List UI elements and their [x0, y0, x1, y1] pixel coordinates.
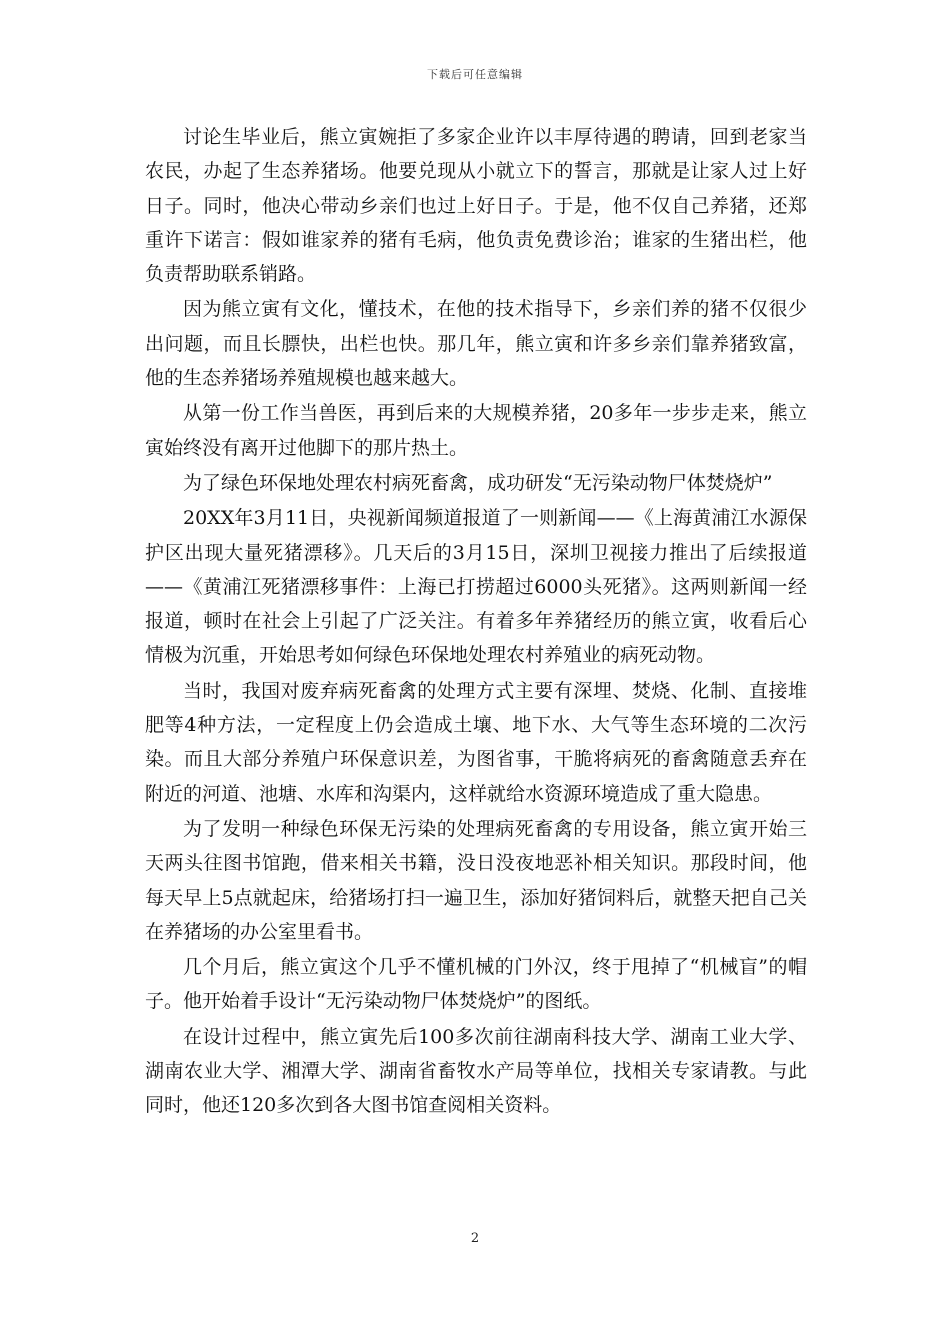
paragraph-3: 从第一份工作当兽医，再到后来的大规模养猪，20多年一步步走来，熊立寅始终没有离开过他脚下的那片热土。 — [145, 402, 807, 459]
paragraph-9: 在设计过程中，熊立寅先后100多次前往湖南科技大学、湖南工业大学、湖南农业大学、湘潭大学、湖南省畜牧水产局等单位，找相关专家请教。与此同时，他还120多次到各大图书馆查阅相关资料。 — [145, 1025, 807, 1117]
paragraph-7: 为了发明一种绿色环保无污染的处理病死畜禽的专用设备，熊立寅开始三天两头往图书馆跑，借来相关书籍，没日没夜地恶补相关知识。那段时间，他每天早上5点就起床，给猪场打扫一遍卫生，添加好猪饲料后，就整天把自己关在养猪场的办公室里看书。 — [145, 817, 807, 943]
paragraph-2: 因为熊立寅有文化，懂技术，在他的技术指导下，乡亲们养的猪不仅很少出问题，而且长膘快，出栏也快。那几年，熊立寅和许多乡亲们靠养猪致富，他的生态养猪场养殖规模也越来越大。 — [145, 298, 807, 390]
paragraph-6: 当时，我国对废弃病死畜禽的处理方式主要有深埋、焚烧、化制、直接堆肥等4种方法，一定程度上仍会造成土壤、地下水、大气等生态环境的二次污染。而且大部分养殖户环保意识差，为图省事，干脆将病死的畜禽随意丢弃在附近的河道、池塘、水库和沟渠内，这样就给水资源环境造成了重大隐患。 — [145, 679, 807, 805]
paragraph-5: 20XX年3月11日，央视新闻频道报道了一则新闻——《上海黄浦江水源保护区出现大量死猪漂移》。几天后的3月15日，深圳卫视接力推出了后续报道——《黄浦江死猪漂移事件：上海已打捞超过6000头死猪》。这两则新闻一经报道，顿时在社会上引起了广泛关注。有着多年养猪经历的熊立寅，收看后心情极为沉重，开始思考如何绿色环保地处理农村养殖业的病死动物。 — [145, 507, 807, 667]
page-header: 下载后可任意编辑 — [427, 68, 523, 81]
paragraph-1: 讨论生毕业后，熊立寅婉拒了多家企业许以丰厚待遇的聘请，回到老家当农民，办起了生态养猪场。他要兑现从小就立下的誓言，那就是让家人过上好日子。同时，他决心带动乡亲们也过上好日子。于是，他不仅自己养猪，还郑重许下诺言：假如谁家养的猪有毛病，他负责免费诊治；谁家的生猪出栏，他负责帮助联系销路。 — [145, 126, 807, 286]
paragraph-8: 几个月后，熊立寅这个几乎不懂机械的门外汉，终于甩掉了“机械盲”的帽子。他开始着手设计“无污染动物尸体焚烧炉”的图纸。 — [145, 956, 807, 1013]
paragraph-4: 为了绿色环保地处理农村病死畜禽，成功研发“无污染动物尸体焚烧炉” — [183, 471, 773, 494]
document-body — [145, 120, 807, 1124]
page-number: 2 — [470, 1231, 480, 1246]
